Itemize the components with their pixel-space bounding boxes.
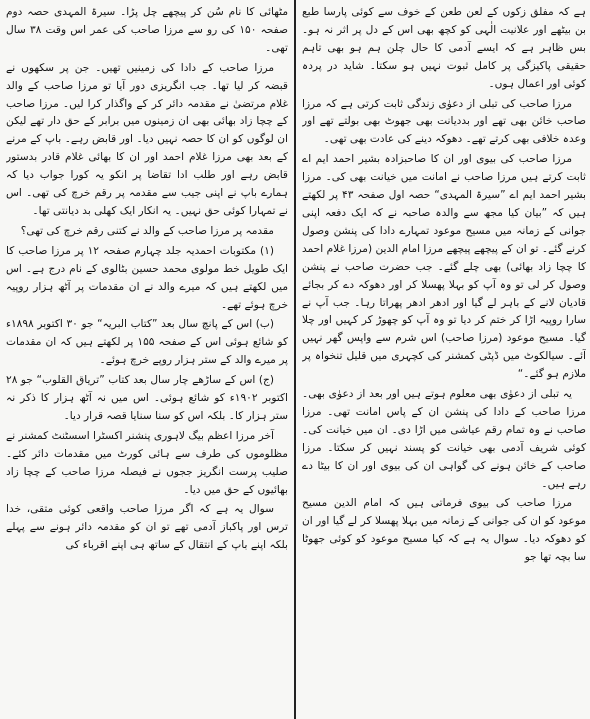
paragraph: یہ تبلی از دعوٰی بھی معلوم ہوتے ہیں اور بعد از دعوٰی بھی۔ مرزا صاحب کے دادا کی پنشن ان کے پاس امانت تھی۔ مرزا صاحب نے وہ تمام رقم عیاشی میں اڑا دی۔ ان میں خیانت کی۔ کوئی شریف آدمی بھی خیانت کو پسند نہیں کر سکتا۔ مرزا صاحب کے خائن ہونے کی گواہی ان کی بیوی اور ان کا بیٹا دے رہے ہیں۔ — [302, 388, 586, 490]
paragraph: سوال یہ ہے کہ اگر مرزا صاحب واقعی کوئی متقی، خدا ترس اور پاکباز آدمی تھے تو ان کو مقدمہ دائر ہونے سے پہلے بلکہ اپنے باپ کے انتقال کے ساتھ ہی اپنے اقرباء کی — [6, 503, 288, 552]
paragraph: (ج) اس کے ساڑھے چار سال بعد کتاب ”تریاق القلوب“ جو ۲۸ اکتوبر ۱۹۰۲ء کو شائع ہوئی۔ اس میں نہ آٹھ ہزار کا ذکر نہ ستر ہزار کا۔ بلکہ اس کو سنا سنایا قصہ قرار دیا۔ — [6, 374, 288, 422]
paragraph: (ب) اس کے پانچ سال بعد ”کتاب البریہ“ جو ۳۰ اکتوبر ۱۸۹۸ء کو شائع ہوئی اس کے صفحہ ۱۵۵ پر لکھتے ہیں کہ ان مقدمات پر میرے والد کے ستر ہزار روپے خرچ ہوئے۔ — [6, 318, 288, 367]
paragraph: مقدمہ پر مرزا صاحب کے والد نے کتنی رقم خرچ کی تھی؟ — [20, 224, 274, 237]
paragraph: (۱) مکتوبات احمدیہ جلد چہارم صفحہ ۱۲ پر مرزا صاحب کا ایک طویل خط مولوی محمد حسین بٹالوی کے نام درج ہے۔ اس میں لکھتے ہیں کہ میرے والد نے ان مقدمات پر آٹھ ہزار روپیہ خرچ ہوئے تھے۔ — [6, 244, 288, 311]
right-column — [302, 4, 586, 716]
paragraph: مٹھائی کا نام سُن کر پیچھے چل پڑا۔ سیرۃ المہدی حصہ دوم صفحہ ۱۵۰ کی رو سے مرزا صاحب کی عمر اس وقت ۳۸ سال تھی۔ — [6, 6, 288, 54]
paragraph: مرزا صاحب کی بیوی فرماتی ہیں کہ امام الدین مسیح موعود کو ان کی جوانی کے زمانہ میں بہلا پھسلا کر لے گیا اور ان کو دھوکہ دیا۔ سوال یہ ہے کہ کیا مسیح موعود کو کوئی جھوٹا سا بچہ تھا جو — [302, 497, 586, 564]
paragraph: مرزا صاحب کی تبلی از دعوٰی زندگی ثابت کرتی ہے کہ مرزا صاحب خائن بھی تھے اور بددیانت بھی جھوٹ بھی بولتے تھے اور وعدہ خلافی بھی کرتے تھے۔ دھوکہ دینے کی عادت بھی تھی۔ — [302, 97, 586, 146]
paragraph: مرزا صاحب کی بیوی اور ان کا صاحبزادہ بشیر احمد ایم اے ثابت کرتے ہیں مرزا صاحب نے امانت میں خیانت بھی کی۔ مرزا بشیر احمد ایم اے ”سیرۃ المہدی“ حصہ اول صفحہ ۴۳ پر لکھتے ہیں کہ ”بیان کیا مجھ سے والدہ صاحبہ نے کہ ایک دفعہ اپنی جوانی کے زمانہ میں مسیح موعود تمہارے دادا کی پنشن وصول کرنے گئے۔ تو ان کے پیچھے پیچھے مرزا امام الدین (مرزا غلام احمد کا چچا زاد بھائی) بھی چلے گئے۔ جب حضرت صاحب نے پنشن وصول کر لی تو وہ آپ کو بہلا پھسلا کر اور دھوکہ دے کر بجائے قادیان لانے کے باہر لے گیا اور ادھر ادھر پھراتا رہا۔ جب آپ نے سارا روپیہ اڑا کر ختم کر دیا تو وہ آپ کو چھوڑ کر کہیں اور چلا گیا۔ مسیح موعود (مرزا صاحب) اس شرم سے واپس گھر نہیں آئے۔ سیالکوٹ میں ڈپٹی کمشنر کی کچہری میں قلیل تنخواہ پر ملازم ہو گئے۔“ — [302, 153, 586, 381]
left-column — [6, 4, 288, 716]
paragraph: ہے کہ مفلق زکوں کے لعن طعن کے خوف سے کوئی پارسا طبع بن بیٹھے اور علانیت الٰہی کو کچھ بھی اس کے دل پر اثر نہ ہو۔ بس ظاہر ہے کہ ایسے آدمی کا حال چلن ہم ہو بھی تاہم حقیقی پاکیزگی پر کامل ثبوت نہیں ہو سکتا۔ شاید در پردہ کوئی اور اعمال ہوں۔ — [302, 6, 586, 90]
paragraph: مرزا صاحب کے دادا کی زمینیں تھیں۔ جن پر سکھوں نے قبضہ کر لیا تھا۔ جب انگریزی دور آیا تو مرزا صاحب کے والد غلام مرتضیٰ نے مقدمہ دائر کر کے واگذار کرا لیں۔ مرزا صاحب کے چچا زاد بھائی بھی ان زمینوں میں برابر کے حق دار تھے لیکن ان لوگوں کو ان کا حصہ نہیں دیا۔ اور قابض رہے۔ باپ کے مرنے کے بعد بھی مرزا غلام احمد اور ان کا بھائی غلام قادر بدستور قابض رہے اور طلب ادا تقاضا پر انکو یہ کورا جواب دیا کہ ہمارے باپ نے اپنی جیب سے مقدمہ پر رقم خرچ کی تھی۔ اس نے تمہارا کوئی حق نہیں۔ یہ انکار ایک کھلی بد دیانتی تھا۔ — [6, 61, 288, 217]
paragraph: آخر مرزا اعظم بیگ لاہوری پنشنر اکسٹرا اسسٹنٹ کمشنر نے مظلوموں کی طرف سے ہائی کورٹ میں مقدمات دائر کئے۔ صلیب پرست انگریز ججوں نے فیصلہ مرزا صاحب کے چچا زاد بھائیوں کے حق میں دیا۔ — [6, 429, 288, 496]
column-divider — [294, 0, 296, 719]
